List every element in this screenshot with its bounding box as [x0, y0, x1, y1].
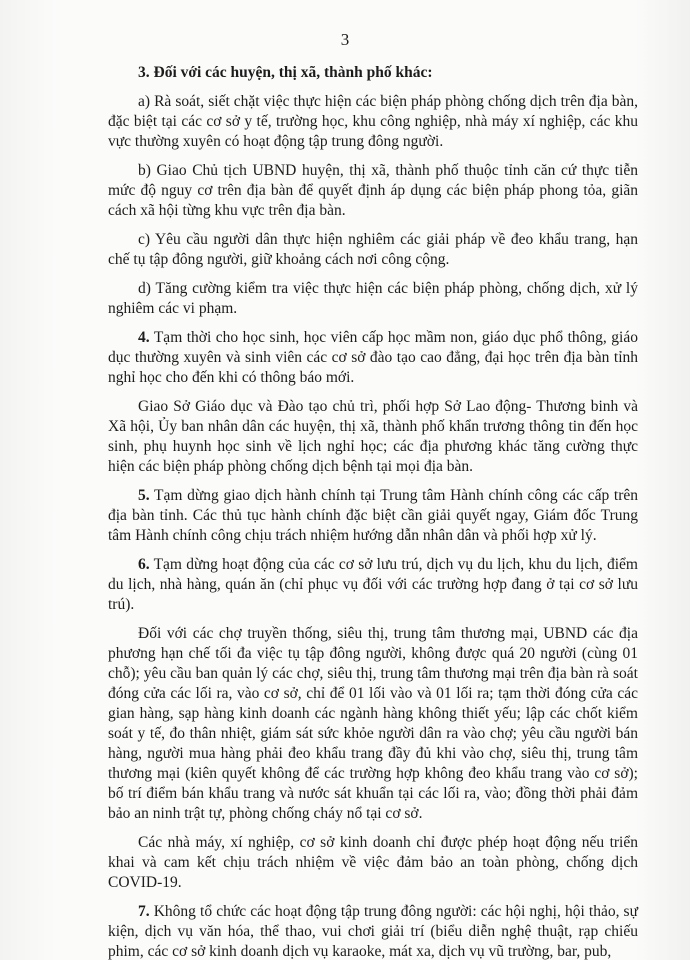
- paragraph-5: [108, 486, 638, 546]
- paragraph-6-markets: [108, 624, 638, 824]
- item-number: 4.: [138, 329, 150, 346]
- paragraph-text: Đối với các chợ truyền thống, siêu thị, trung tâm thương mại, UBND các địa phương hạn chế tối đa việc tụ tập đông người, không được quá 20 người (cùng 01 chỗ); yêu cầu ban quản lý các chợ, siêu thị, trung tâm thương mại trên địa bàn rà soát đóng cửa các lối ra, vào cơ sở, chỉ để 01 lối vào và 01 lối ra; tạm thời đóng cửa các gian hàng, sạp hàng kinh doanh các ngành hàng không thiết yếu; lập các chốt kiểm soát y tế, đo thân nhiệt, giám sát sức khỏe người dân ra vào chợ; yêu cầu người bán hàng, người mua hàng phải đeo khẩu trang đầy đủ khi vào chợ, siêu thị, trung tâm thương mại (kiên quyết không để các trường hợp không đeo khẩu trang vào cơ sở); bố trí điểm bán khẩu trang và nước sát khuẩn tại các lối ra, vào; đồng thời phải đảm bảo an ninh trật tự, phòng chống cháy nổ tại cơ sở.: [108, 625, 638, 822]
- paragraph-text: c) Yêu cầu người dân thực hiện nghiêm các giải pháp về đeo khẩu trang, hạn chế tụ tập đông người, giữ khoảng cách nơi công cộng.: [108, 231, 638, 268]
- paragraph-text: Tạm dừng giao dịch hành chính tại Trung tâm Hành chính công các cấp trên địa bàn tỉnh. Các thủ tục hành chính đặc biệt cần giải quyết ngay, Giám đốc Trung tâm Hành chính công chịu trách nhiệm hướng dẫn nhân dân và phối hợp xử lý.: [108, 487, 638, 544]
- paragraph-6: [108, 555, 638, 615]
- document-body: [108, 63, 638, 960]
- paragraph-text: Các nhà máy, xí nghiệp, cơ sở kinh doanh chỉ được phép hoạt động nếu triển khai và cam kết chịu trách nhiệm về việc đảm bảo an toàn phòng, chống dịch COVID-19.: [108, 834, 638, 891]
- paragraph-7: [108, 902, 638, 960]
- item-number: 5.: [138, 487, 150, 504]
- paragraph-4-detail: [108, 397, 638, 477]
- paragraph-text: Giao Sở Giáo dục và Đào tạo chủ trì, phối hợp Sở Lao động- Thương binh và Xã hội, Ủy ban nhân dân các huyện, thị xã, thành phố khẩn trương thông tin đến học sinh, phụ huynh học sinh về lịch nghỉ học; các địa phương khác tăng cường thực hiện các biện pháp phòng chống dịch bệnh tại mọi địa bàn.: [108, 398, 638, 475]
- page-number: 3: [340, 30, 350, 49]
- paragraph-3c: [108, 230, 638, 270]
- paragraph-text: d) Tăng cường kiểm tra việc thực hiện các biện pháp phòng, chống dịch, xử lý nghiêm các vi phạm.: [108, 280, 638, 317]
- item-number: 6.: [138, 556, 150, 573]
- paragraph-text: a) Rà soát, siết chặt việc thực hiện các biện pháp phòng chống dịch trên địa bàn, đặc biệt tại các cơ sở y tế, trường học, khu công nghiệp, nhà máy xí nghiệp, các khu vực thường xuyên có hoạt động tập trung đông người.: [108, 93, 638, 150]
- paragraph-text: Không tổ chức các hoạt động tập trung đông người: các hội nghị, hội thảo, sự kiện, dịch vụ văn hóa, thể thao, vui chơi giải trí (biểu diễn nghệ thuật, rạp chiếu phim, các cơ sở kinh doanh dịch vụ karaoke, mát xa, dịch vụ vũ trường, bar, pub,: [108, 903, 638, 960]
- section-heading-3: [108, 63, 638, 83]
- paragraph-3a: [108, 92, 638, 152]
- paragraph-4: [108, 328, 638, 388]
- paragraph-3b: [108, 161, 638, 221]
- paragraph-text: 3. Đối với các huyện, thị xã, thành phố khác:: [138, 64, 433, 81]
- paragraph-6-factories: [108, 833, 638, 893]
- item-number: 7.: [138, 903, 150, 920]
- paragraph-text: Tạm dừng hoạt động của các cơ sở lưu trú, dịch vụ du lịch, khu du lịch, điểm du lịch, nhà hàng, quán ăn (chỉ phục vụ đối với các trường hợp đang ở tại cơ sở lưu trú).: [108, 556, 638, 613]
- paragraph-text: Tạm thời cho học sinh, học viên cấp học mầm non, giáo dục phổ thông, giáo dục thường xuyên và sinh viên các cơ sở đào tạo cao đẳng, đại học trên địa bàn tỉnh nghỉ học cho đến khi có thông báo mới.: [108, 329, 638, 386]
- paragraph-3d: [108, 279, 638, 319]
- paragraph-text: b) Giao Chủ tịch UBND huyện, thị xã, thành phố thuộc tỉnh căn cứ thực tiễn mức độ nguy cơ trên địa bàn để quyết định áp dụng các biện pháp phong tỏa, giãn cách xã hội từng khu vực trên địa bàn.: [108, 162, 638, 219]
